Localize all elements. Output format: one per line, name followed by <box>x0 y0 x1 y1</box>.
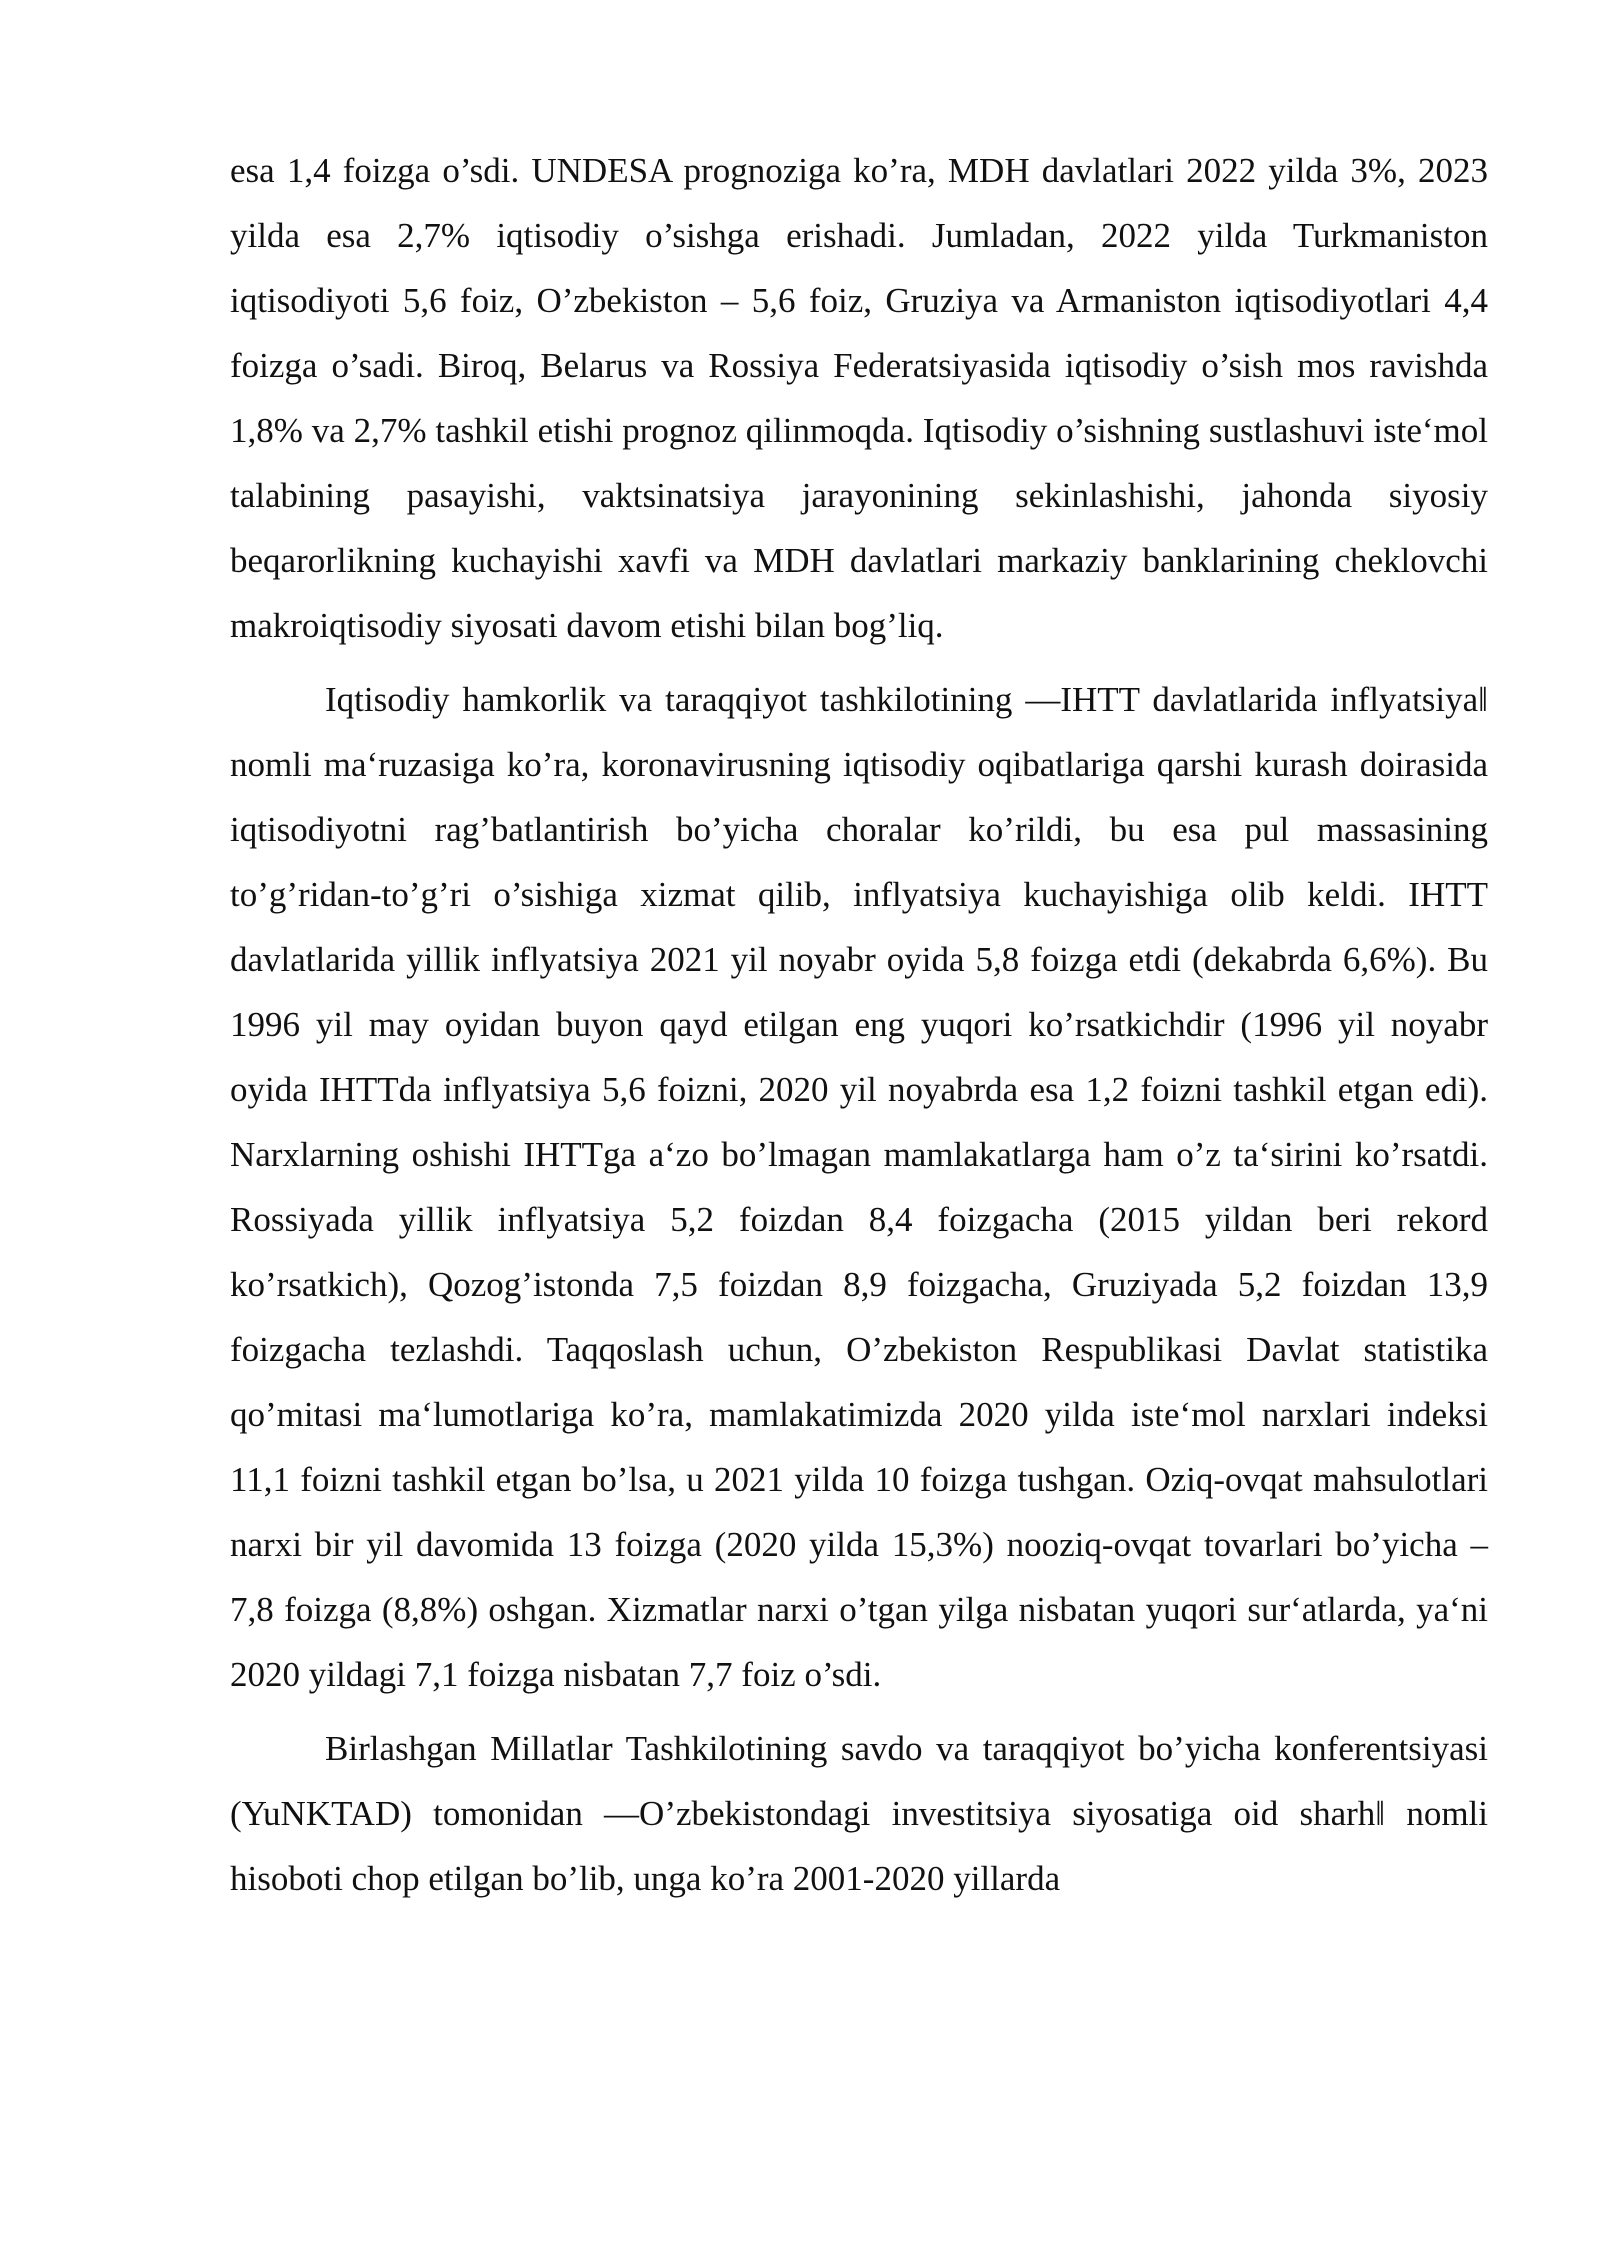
document-body <box>230 138 1488 1911</box>
paragraph-ihtt-inflation: Iqtisodiy hamkorlik va taraqqiyot tashkilotining ―IHTT davlatlarida inflyatsiya‖ nomli ma‘ruzasiga ko’ra, koronavirusning iqtisodiy oqibatlariga qarshi kurash doirasida iqtisodiyotni rag’batlantirish bo’yicha choralar ko’rildi, bu esa pul massasining to’g’ridan-to’g’ri o’sishiga xizmat qilib, inflyatsiya kuchayishiga olib keldi. IHTT davlatlarida yillik inflyatsiya 2021 yil noyabr oyida 5,8 foizga etdi (dekabrda 6,6%). Bu 1996 yil may oyidan buyon qayd etilgan eng yuqori ko’rsatkichdir (1996 yil noyabr oyida IHTTda inflyatsiya 5,6 foizni, 2020 yil noyabrda esa 1,2 foizni tashkil etgan edi). Narxlarning oshishi IHTTga a‘zo bo’lmagan mamlakatlarga ham o’z ta‘sirini ko’rsatdi. Rossiyada yillik inflyatsiya 5,2 foizdan 8,4 foizgacha (2015 yildan beri rekord ko’rsatkich), Qozog’istonda 7,5 foizdan 8,9 foizgacha, Gruziyada 5,2 foizdan 13,9 foizgacha tezlashdi. Taqqoslash uchun, O’zbekiston Respublikasi Davlat statistika qo’mitasi ma‘lumotlariga ko’ra, mamlakatimizda 2020 yilda iste‘mol narxlari indeksi 11,1 foizni tashkil etgan bo’lsa, u 2021 yilda 10 foizga tushgan. Oziq-ovqat mahsulotlari narxi bir yil davomida 13 foizga (2020 yilda 15,3%) nooziq-ovqat tovarlari bo’yicha – 7,8 foizga (8,8%) oshgan. Xizmatlar narxi o’tgan yilga nisbatan yuqori sur‘atlarda, ya‘ni 2020 yildagi 7,1 foizga nisbatan 7,7 foiz o’sdi. <box>230 680 1488 1694</box>
paragraph-unctad-review: Birlashgan Millatlar Tashkilotining savdo va taraqqiyot bo’yicha konferentsiyasi (YuNKTAD) tomonidan ―O’zbekistondagi investitsiya siyosatiga oid sharh‖ nomli hisoboti chop etilgan bo’lib, unga ko’ra 2001-2020 yillarda <box>230 1729 1488 1898</box>
paragraph-continuation: esa 1,4 foizga o’sdi. UNDESA prognoziga ko’ra, MDH davlatlari 2022 yilda 3%, 2023 yilda esa 2,7% iqtisodiy o’sishga erishadi. Jumladan, 2022 yilda Turkmaniston iqtisodiyoti 5,6 foiz, O’zbekiston – 5,6 foiz, Gruziya va Armaniston iqtisodiyotlari 4,4 foizga o’sadi. Biroq, Belarus va Rossiya Federatsiyasida iqtisodiy o’sish mos ravishda 1,8% va 2,7% tashkil etishi prognoz qilinmoqda. Iqtisodiy o’sishning sustlashuvi iste‘mol talabining pasayishi, vaktsinatsiya jarayonining sekinlashishi, jahonda siyosiy beqarorlikning kuchayishi xavfi va MDH davlatlari markaziy banklarining cheklovchi makroiqtisodiy siyosati davom etishi bilan bog’liq. <box>230 151 1488 645</box>
